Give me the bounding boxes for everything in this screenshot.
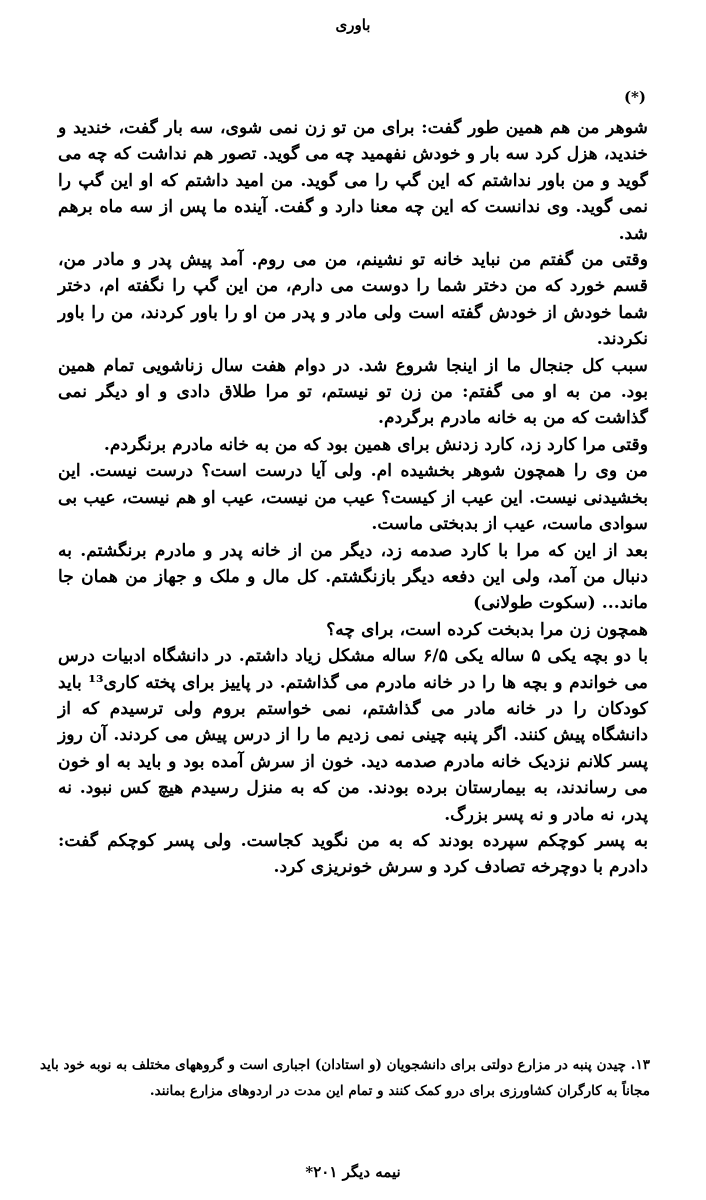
paragraph: وقتی مرا کارد زد، کارد زدنش برای همین بود که من به خانه مادرم برنگردم. — [103, 434, 648, 455]
footnote-text: ۱۳. چیدن پنبه در مزارع دولتی برای دانشجویان (و استادان) اجباری است و گروههای مختلف به نوبه خود باید مجاناً به کارگران کشاورزی برای درو کمک کنند و تمام این مدت در اردوهای مزارع بمانند. — [40, 1057, 650, 1099]
paragraph: بعد از این که مرا با کارد صدمه زد، دیگر من از خانه پدر و مادرم برنگشتم. به دنبال من آمد، ولی این دفعه دیگر بازنگشتم. کل مال و ملک و جهاز من همان جا ماند... (سکوت طولانی) — [58, 540, 648, 614]
paragraph: من وی را همچون شوهر بخشیده ام. ولی آیا درست است؟ درست نیست. این بخشیدنی نیست. این عیب از کیست؟ عیب من نیست، عیب او هم نیست، عیب بی سوادی ماست، عیب از بدبختی ماست. — [58, 461, 648, 535]
paragraph: با دو بچه یکی ۵ ساله یکی ۶/۵ ساله مشکل زیاد داشتم. در دانشگاه ادبیات درس می خواندم و بچه ها را در خانه مادرم می گذاشتم. در پاییز برای پخته کاری¹³ باید کودکان را در خانه مادر می گذاشتم، نمی خواستم بروم ولی ترسیدم که از دانشگاه پیش کنند. اگر پنبه چینی نمی زدیم ما را از درس پیش می کردند. آن روز پسر کلانم نزدیک خانه مادرم صدمه دید. خون از سرش آمده بود و باید به او خون می رساندند، به بیمارستان برده بودند. من که به منزل رسیدم هیچ کس نبود. نه پدر، نه مادر و نه پسر بزرگ. — [58, 646, 648, 825]
running-head: باوری — [335, 16, 371, 34]
body-text — [58, 115, 648, 881]
section-marker: (*) — [623, 88, 646, 106]
running-foot: نیمه دیگر ۲۰۱* — [305, 1163, 401, 1181]
paragraph: به پسر کوچکم سپرده بودند که به من نگوید کجاست. ولی پسر کوچکم گفت: دادرم با دوچرخه تصادف کرد و سرش خونریزی کرد. — [58, 830, 648, 878]
paragraph: همچون زن مرا بدبخت کرده است، برای چه؟ — [326, 619, 648, 640]
paragraph: سبب کل جنجال ما از اینجا شروع شد. در دوام هفت سال زناشویی تمام همین بود. من به او می گفتم: من زن تو نیستم، تو مرا طلاق دادی و او دیگر نمی گذاشت که من به خانه مادرم برگردم. — [58, 355, 648, 429]
paragraph: شوهر من هم همین طور گفت: برای من تو زن نمی شوی، سه بار گفت، خندید و خندید، هزل کرد سه بار و خودش نفهمید چه می گوید. تصور هم نداشت که چه می گوید و من باور نداشتم که این گپ را می گوید. من امید داشتم که او این گپ را نمی گوید. وی ندانست که این چه معنا دارد و گفت. آینده ما پس از سه ماه برهم شد. — [58, 118, 648, 244]
paragraph: وقتی من گفتم من نباید خانه تو نشینم، من می روم. آمد پیش پدر و مادر من، قسم خورد که من دختر شما را دوست می دارم، من این گپ را نگفته ام، دختر شما خودش از خودش گفته است ولی مادر و پدر من او را باور کردند، من را باور نکردند. — [58, 250, 648, 350]
footnote — [40, 1052, 650, 1104]
